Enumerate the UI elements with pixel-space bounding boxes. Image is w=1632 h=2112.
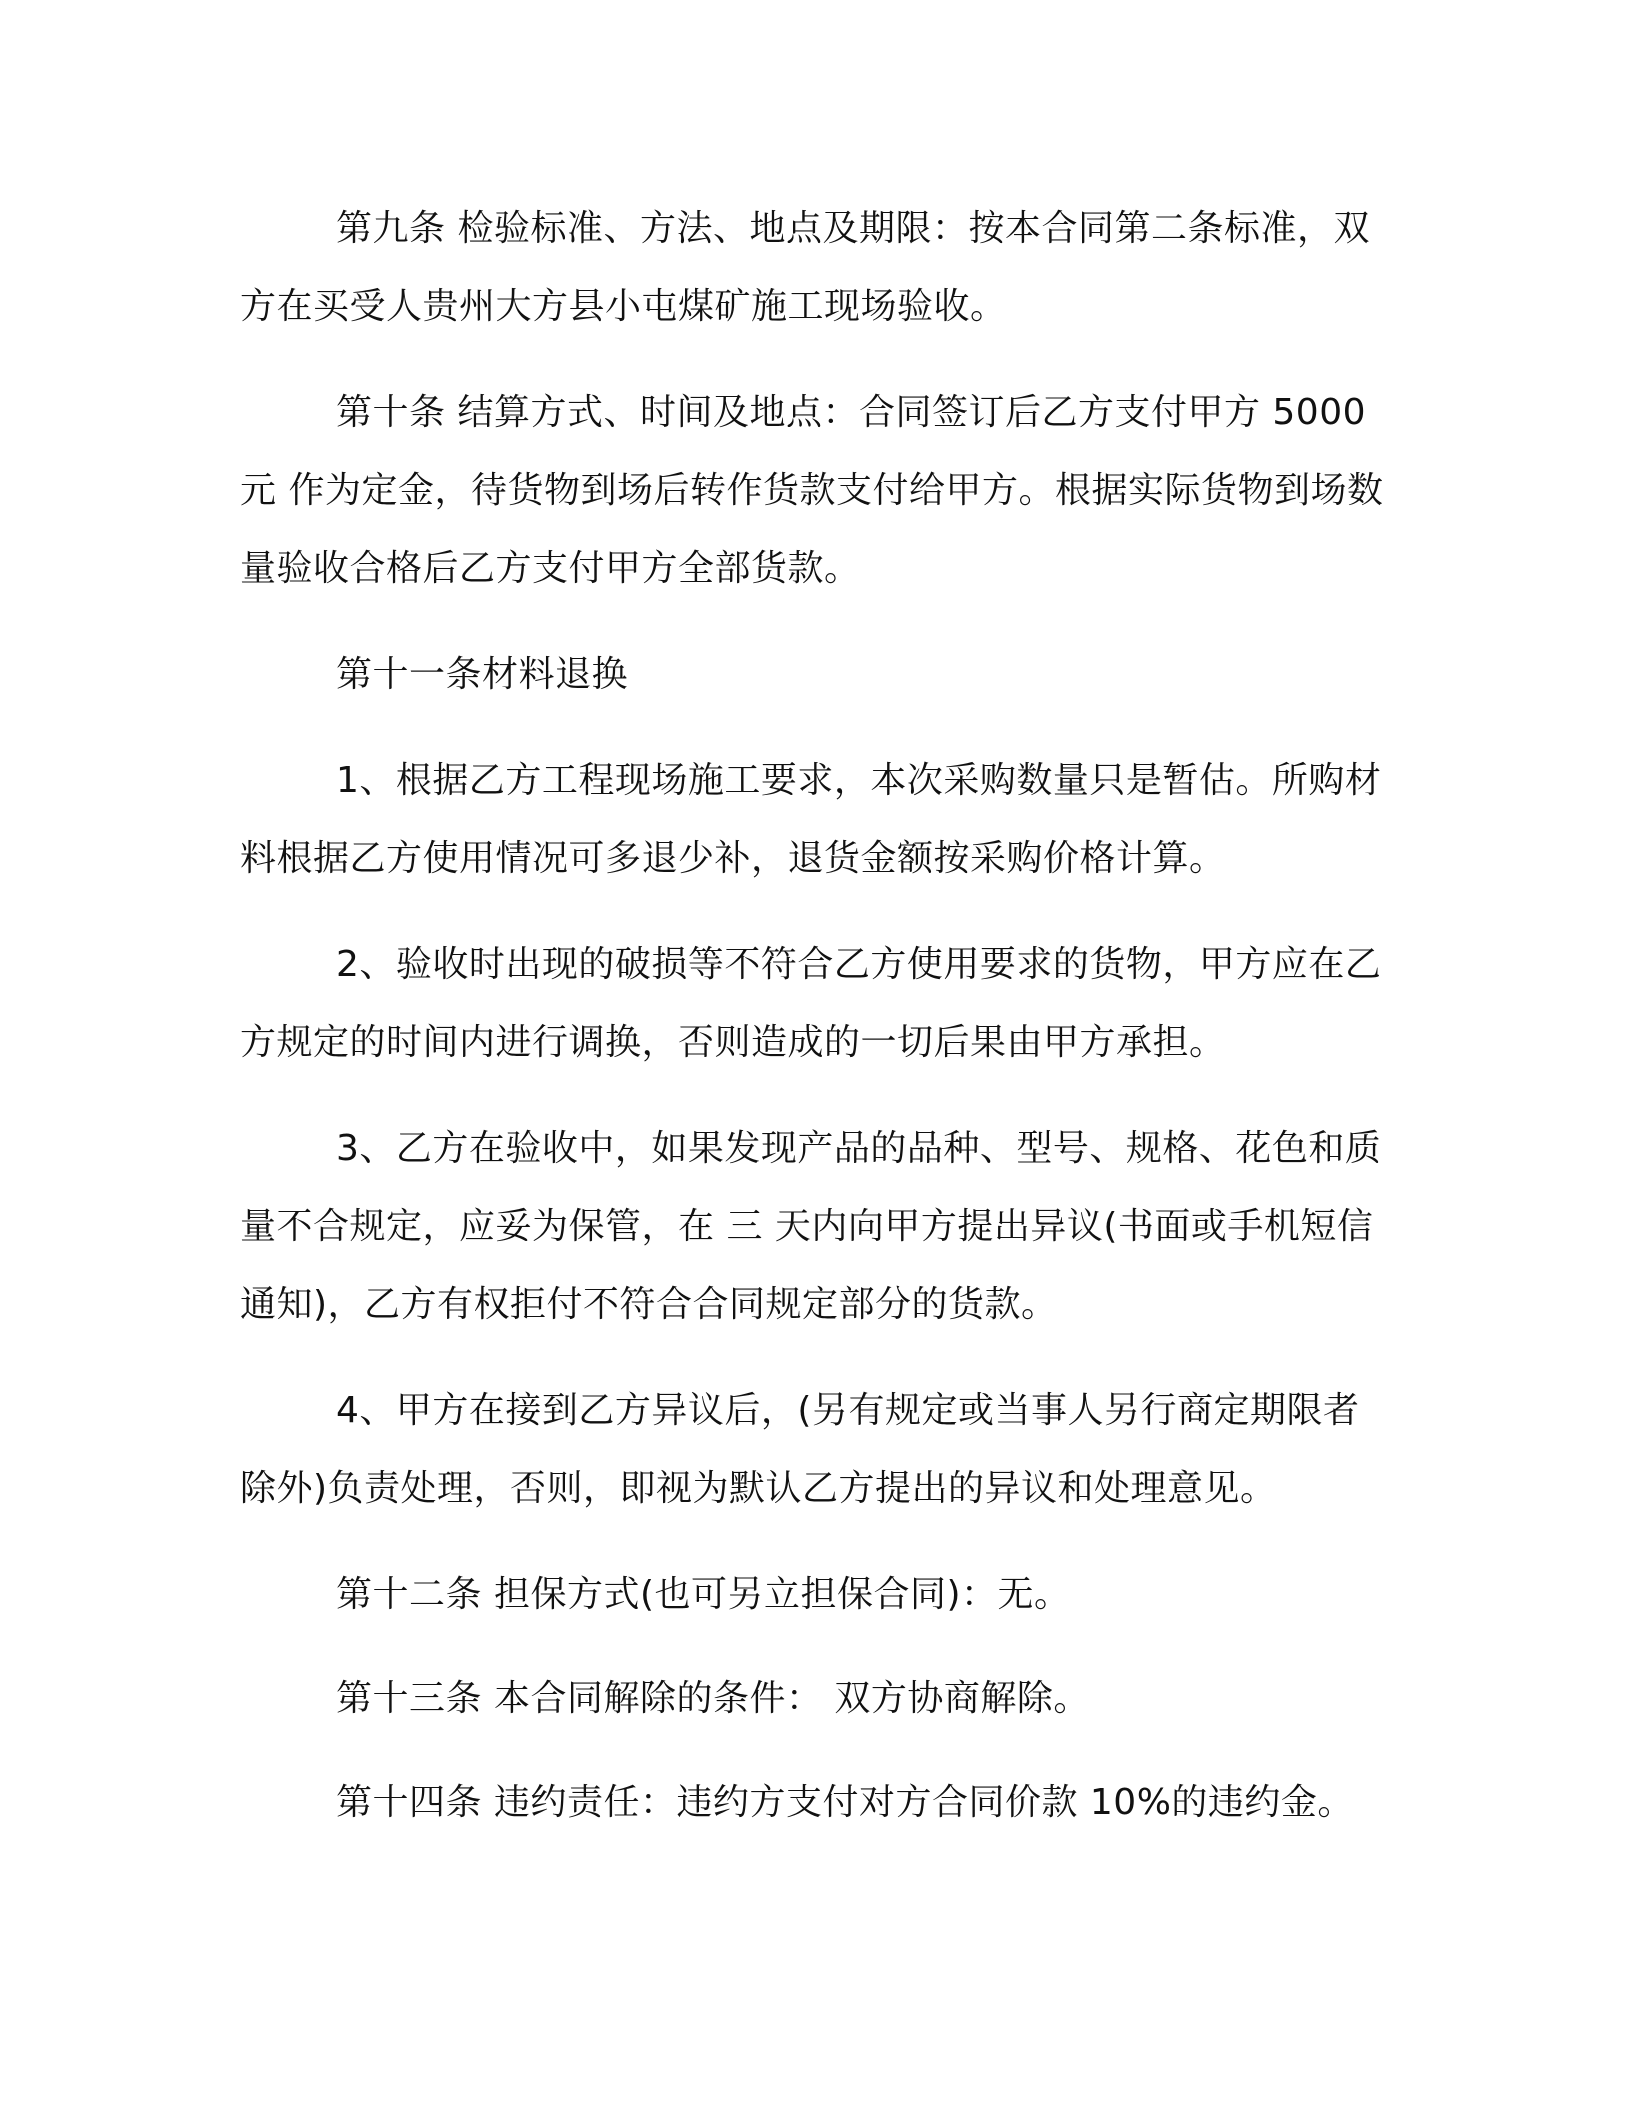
article-12-guarantee: 第十二条 担保方式(也可另立担保合同)：无。 <box>336 1574 1071 1615</box>
article-11-item-4: 4、甲方在接到乙方异议后，(另有规定或当事人另行商定期限者除外)负责处理，否则，即视为默认乙方提出的异议和处理意见。 <box>240 1390 1360 1509</box>
article-11-heading: 第十一条材料退换 <box>336 654 629 695</box>
article-11-item-1: 1、根据乙方工程现场施工要求，本次采购数量只是暂估。所购材料根据乙方使用情况可多退少补，退货金额按采购价格计算。 <box>240 760 1382 879</box>
article-11-item-3: 3、乙方在验收中，如果发现产品的品种、型号、规格、花色和质量不合规定，应妥为保管，在 三 天内向甲方提出异议(书面或手机短信通知)，乙方有权拒付不符合合同规定部分的货款。 <box>240 1128 1382 1325</box>
contract-body <box>240 190 1390 1868</box>
article-10-settlement: 第十条 结算方式、时间及地点：合同签订后乙方支付甲方 5000 元 作为定金，待货物到场后转作货款支付给甲方。根据实际货物到场数量验收合格后乙方支付甲方全部货款。 <box>240 392 1384 589</box>
article-14-liability: 第十四条 违约责任：违约方支付对方合同价款 10%的违约金。 <box>336 1782 1354 1823</box>
article-13-termination: 第十三条 本合同解除的条件： 双方协商解除。 <box>336 1678 1090 1719</box>
article-9-inspection: 第九条 检验标准、方法、地点及期限：按本合同第二条标准，双方在买受人贵州大方县小屯煤矿施工现场验收。 <box>240 208 1370 327</box>
article-11-item-2: 2、验收时出现的破损等不符合乙方使用要求的货物，甲方应在乙方规定的时间内进行调换，否则造成的一切后果由甲方承担。 <box>240 944 1382 1063</box>
